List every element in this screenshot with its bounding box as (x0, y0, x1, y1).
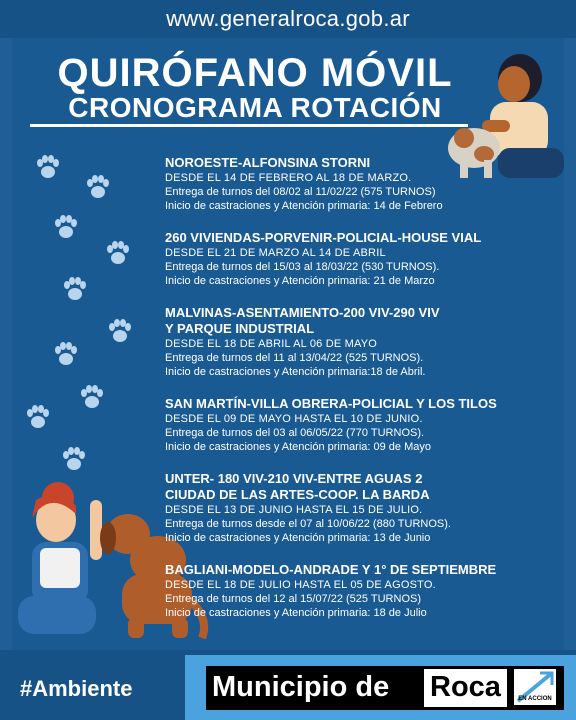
section-turnos: Entrega de turnos desde el 07 al 10/06/22 (880 TURNOS). (165, 518, 451, 530)
section-turnos: Entrega de turnos del 08/02 al 11/02/22 (575 TURNOS) (165, 186, 436, 198)
section-inicio: Inicio de castraciones y Atención primaria: 09 de Mayo (165, 441, 431, 453)
poster-title: QUIRÓFANO MÓVIL (57, 51, 453, 95)
section-dates: DESDE EL 14 DE FEBRERO AL 18 DE MARZO. (165, 172, 412, 184)
section-dates: DESDE EL 13 DE JUNIO HASTA EL 15 DE JULIO. (165, 504, 423, 516)
brand-city: Roca (430, 671, 501, 703)
section-turnos: Entrega de turnos del 11 al 13/04/22 (525 TURNOS). (165, 352, 424, 364)
schedule-section (165, 305, 565, 379)
section-heading-continued: CIUDAD DE LAS ARTES-COOP. LA BARDA (165, 487, 430, 502)
section-heading: 260 VIVIENDAS-PORVENIR-POLICIAL-HOUSE VIAL (165, 230, 482, 245)
section-dates: DESDE EL 18 DE JULIO HASTA EL 05 DE AGOSTO. (165, 579, 436, 591)
section-turnos: Entrega de turnos del 12 al 15/07/22 (525 TURNOS) (165, 593, 422, 605)
header-bar (0, 0, 576, 38)
brand-tag: EN ACCION (518, 696, 552, 702)
section-turnos: Entrega de turnos del 03 al 06/05/22 (770 TURNOS). (165, 427, 425, 439)
section-turnos: Entrega de turnos del 15/03 al 18/03/22 (530 TURNOS). (165, 261, 440, 273)
schedule-section (165, 562, 565, 620)
paw-prints-decoration (20, 150, 150, 490)
section-heading: NOROESTE-ALFONSINA STORNI (165, 155, 371, 170)
section-dates: DESDE EL 21 DE MARZO AL 14 DE ABRIL (165, 247, 386, 259)
schedule-section (165, 155, 565, 213)
section-inicio: Inicio de castraciones y Atención primaria: 18 de Julio (165, 607, 427, 619)
section-inicio: Inicio de castraciones y Atención primaria: 14 de Febrero (165, 200, 443, 212)
en-accion-logo-icon (512, 667, 558, 707)
schedule-section (165, 230, 565, 288)
hashtag[interactable]: #Ambiente (20, 676, 133, 701)
section-inicio: Inicio de castraciones y Atención primaria: 13 de Junio (165, 532, 431, 544)
brand-name: Municipio de (212, 671, 390, 703)
section-heading-continued: Y PARQUE INDUSTRIAL (165, 321, 315, 336)
website-url[interactable]: www.generalroca.gob.ar (166, 6, 410, 31)
schedule-section (165, 471, 565, 545)
schedule-list (165, 155, 565, 620)
section-heading: UNTER- 180 VIV-210 VIV-ENTRE AGUAS 2 (165, 471, 423, 486)
section-heading: BAGLIANI-MODELO-ANDRADE Y 1° DE SEPTIEMBRE (165, 562, 497, 577)
section-dates: DESDE EL 18 DE ABRIL AL 06 DE MAYO (165, 338, 378, 350)
section-heading: SAN MARTÍN-VILLA OBRERA-POLICIAL Y LOS TILOS (165, 396, 497, 411)
title-underline (30, 124, 468, 127)
poster-subtitle: CRONOGRAMA ROTACIÓN (68, 92, 442, 123)
section-dates: DESDE EL 09 DE MAYO HASTA EL 10 DE JUNIO. (165, 413, 423, 425)
schedule-section (165, 396, 565, 454)
section-heading: MALVINAS-ASENTAMIENTO-200 VIV-290 VIV (165, 305, 440, 320)
section-inicio: Inicio de castraciones y Atención primaria:18 de Abril. (165, 366, 426, 378)
section-inicio: Inicio de castraciones y Atención primaria: 21 de Marzo (165, 275, 435, 287)
